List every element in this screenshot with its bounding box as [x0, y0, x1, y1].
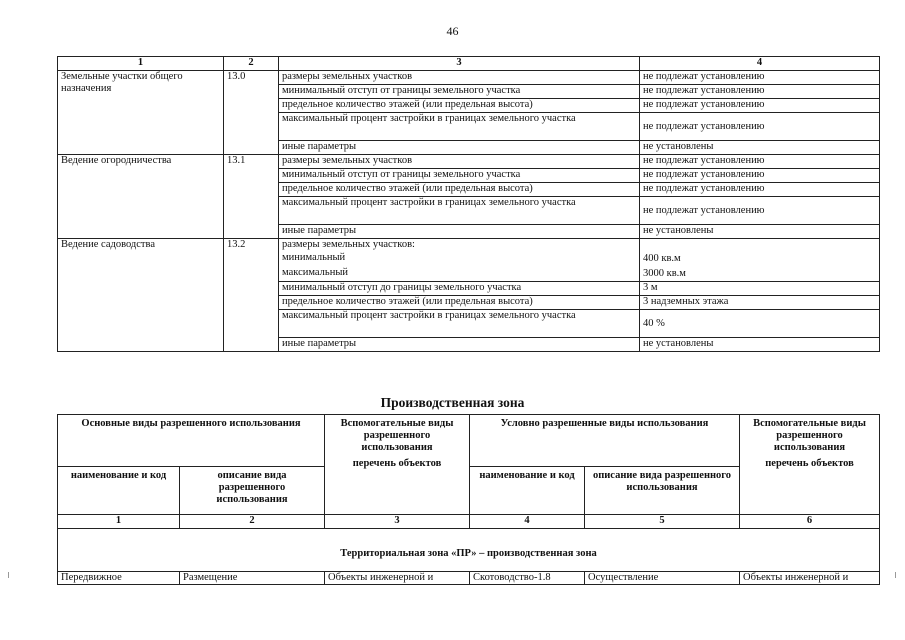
parameter-name: размеры земельных участков: [279, 71, 640, 85]
land-use-name: Ведение садоводства: [58, 239, 224, 352]
parameter-value: 3 м: [640, 282, 880, 296]
size-block-title: размеры земельных участков:: [282, 239, 415, 250]
column-number: 1: [58, 515, 180, 529]
parameter-name: предельное количество этажей (или предельная высота): [279, 183, 640, 197]
parameter-name: размеры земельных участков: [279, 155, 640, 169]
land-use-parameters-table: [57, 56, 880, 352]
table-cell: Осуществление: [585, 572, 740, 585]
subheader-description-1: описание вида разрешенного использования: [180, 467, 325, 515]
parameter-value: не подлежат установлению: [640, 113, 880, 141]
table-row: [58, 239, 880, 282]
header-aux-uses-2: [740, 415, 880, 515]
size-min-label: минимальный: [282, 252, 346, 263]
column-number: 1: [58, 57, 224, 71]
column-number: 2: [180, 515, 325, 529]
column-number: 3: [279, 57, 640, 71]
parameter-name: предельное количество этажей (или предельная высота): [279, 296, 640, 310]
table-cell: Передвижное: [58, 572, 180, 585]
land-use-code: 13.1: [224, 155, 279, 239]
parameter-value: 40 %: [640, 310, 880, 338]
header-aux-uses-2-label: Вспомогательные виды разрешенного использования: [753, 418, 866, 453]
parameter-name: минимальный отступ до границы земельного участка: [279, 282, 640, 296]
subheader-name-code-1: наименование и код: [58, 467, 180, 515]
parameter-name: максимальный процент застройки в границах земельного участка: [279, 310, 640, 338]
land-use-code: 13.0: [224, 71, 279, 155]
parameter-name: предельное количество этажей (или предельная высота): [279, 99, 640, 113]
parameter-value: 3 надземных этажа: [640, 296, 880, 310]
parameter-name: минимальный отступ от границы земельного участка: [279, 169, 640, 183]
table-cell: Объекты инженерной и: [325, 572, 470, 585]
page-number: 46: [446, 24, 459, 38]
column-number: 2: [224, 57, 279, 71]
land-use-code: 13.2: [224, 239, 279, 352]
parameter-value: не подлежат установлению: [640, 169, 880, 183]
parameter-name: иные параметры: [279, 141, 640, 155]
column-number: 3: [325, 515, 470, 529]
zone-title-row: [58, 529, 880, 572]
parameter-value: не подлежат установлению: [640, 85, 880, 99]
section-title: Производственная зона: [380, 395, 525, 410]
column-number: 5: [585, 515, 740, 529]
industrial-zone-table: [57, 414, 880, 585]
size-min-value: 400 кв.м: [643, 253, 681, 264]
table-cell: Объекты инженерной и: [740, 572, 880, 585]
land-use-name: Ведение огородничества: [58, 155, 224, 239]
parameter-size-values: [640, 239, 880, 282]
header-aux-uses-1: [325, 415, 470, 515]
header-main-uses: Основные виды разрешенного использования: [58, 415, 325, 467]
parameter-value: не подлежат установлению: [640, 99, 880, 113]
parameter-name: максимальный процент застройки в границах земельного участка: [279, 113, 640, 141]
group-header-row: [58, 415, 880, 467]
parameter-name: иные параметры: [279, 338, 640, 352]
table-row: [58, 155, 880, 169]
table-row: [58, 71, 880, 85]
parameter-value: не подлежат установлению: [640, 183, 880, 197]
column-number: 4: [470, 515, 585, 529]
subheader-name-code-2: наименование и код: [470, 467, 585, 515]
parameter-name: максимальный процент застройки в границах земельного участка: [279, 197, 640, 225]
zone-title: Территориальная зона «ПР» – производственная зона: [58, 529, 880, 572]
parameter-value: не подлежат установлению: [640, 155, 880, 169]
parameter-value: не подлежат установлению: [640, 71, 880, 85]
table-row: [58, 572, 880, 585]
parameter-size-block: [279, 239, 640, 282]
subheader-objects-2: перечень объектов: [765, 458, 854, 469]
size-max-label: максимальный: [282, 267, 348, 278]
column-number: 4: [640, 57, 880, 71]
parameter-value: не установлены: [640, 338, 880, 352]
table-header-row: [58, 57, 880, 71]
parameter-name: минимальный отступ от границы земельного участка: [279, 85, 640, 99]
column-number-row: [58, 515, 880, 529]
scan-edge-mark: [8, 572, 9, 578]
parameter-value: не подлежат установлению: [640, 197, 880, 225]
size-max-value: 3000 кв.м: [643, 268, 686, 279]
table-cell: Скотоводство-1.8: [470, 572, 585, 585]
header-aux-uses-1-label: Вспомогательные виды разрешенного использования: [340, 418, 454, 453]
scan-edge-mark: [895, 572, 896, 578]
parameter-name: иные параметры: [279, 225, 640, 239]
subheader-description-2: описание вида разрешенного использования: [585, 467, 740, 515]
column-number: 6: [740, 515, 880, 529]
parameter-value: не установлены: [640, 141, 880, 155]
table-cell: Размещение: [180, 572, 325, 585]
subheader-objects-1: перечень объектов: [352, 458, 442, 469]
parameter-value: не установлены: [640, 225, 880, 239]
land-use-name: Земельные участки общего назначения: [58, 71, 224, 155]
header-conditional-uses: Условно разрешенные виды использования: [470, 415, 740, 467]
